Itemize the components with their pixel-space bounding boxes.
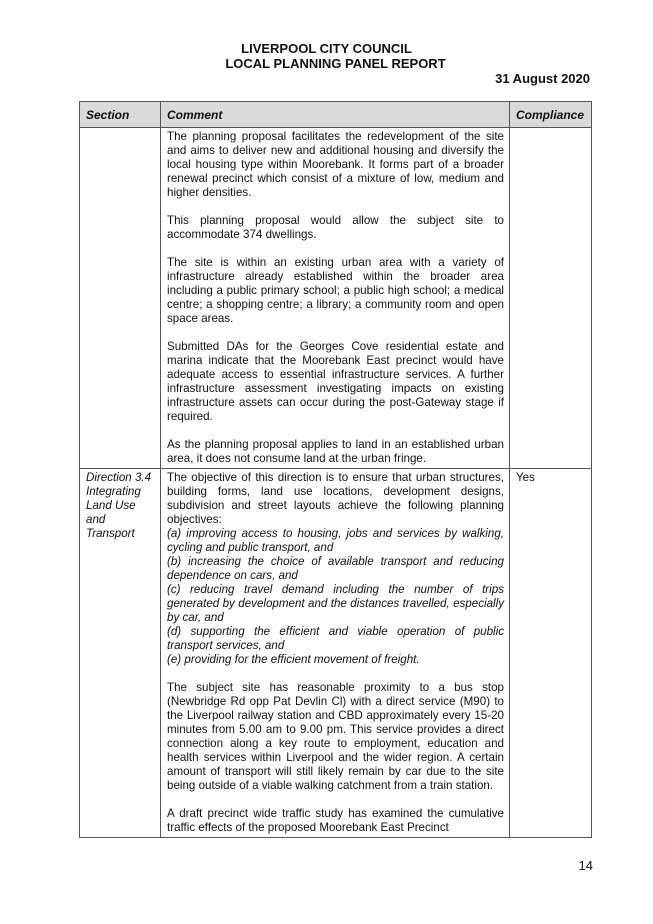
comment-paragraph: As the planning proposal applies to land in an established urban area, it does not consume land at the urban fringe. (167, 438, 504, 465)
section-cell (80, 128, 161, 469)
header-compliance: Compliance (510, 102, 592, 128)
comment-paragraph: Submitted DAs for the Georges Cove residential estate and marina indicate that the Moorebank East precinct would have adequate access to essential infrastructure services. A further infrastructure assessment investigating impacts on existing infrastructure assets can occur during the post-Gateway stage if required. (167, 340, 504, 423)
comment-cell (161, 469, 510, 838)
list-item: (c) reducing travel demand including the number of trips generated by development and the distances travelled, especially by car, and (167, 583, 504, 624)
comment-paragraph: The planning proposal facilitates the redevelopment of the site and aims to deliver new and additional housing and diversify the local housing type within Moorebank. It forms part of a broader renewal precinct which consist of a mixture of low, medium and higher densities. (167, 130, 504, 199)
objectives-list (167, 527, 504, 667)
list-item: (e) providing for the efficient movement of freight. (167, 653, 420, 666)
table-row (80, 128, 592, 469)
list-item: (b) increasing the choice of available transport and reducing dependence on cars, and (167, 555, 504, 582)
comment-paragraph: A draft precinct wide traffic study has examined the cumulative traffic effects of the proposed Moorebank East Precinct (167, 807, 504, 834)
report-title: LOCAL PLANNING PANEL REPORT (225, 56, 446, 71)
header-comment: Comment (161, 102, 510, 128)
report-date: 31 August 2020 (495, 71, 590, 86)
compliance-cell: Yes (510, 469, 592, 838)
comment-paragraph: The site is within an existing urban area with a variety of infrastructure already established within the broader area including a public primary school; a public high school; a medical centre; a shopping centre; a library; a community room and open space areas. (167, 256, 504, 325)
header-section: Section (80, 102, 161, 128)
comment-paragraph: The subject site has reasonable proximity to a bus stop (Newbridge Rd opp Pat Devlin Cl) with a direct service (M90) to the Liverpool railway station and CBD approximately every 15-20 minutes from 5.00 am to 9.00 pm. This service provides a direct connection along a key route to employment, education and health services within Liverpool and the wider region. A certain amount of transport will still likely remain by car due to the site being outside of a viable walking catchment from a train station. (167, 681, 504, 792)
comment-cell (161, 128, 510, 469)
table-header-row (80, 102, 592, 128)
page-number: 14 (578, 858, 593, 873)
table-row (80, 469, 592, 838)
list-item: (d) supporting the efficient and viable operation of public transport services, and (167, 625, 504, 652)
section-cell: Direction 3.4 Integrating Land Use and Transport (80, 469, 161, 838)
compliance-cell (510, 128, 592, 469)
comment-paragraph: The objective of this direction is to ensure that urban structures, building forms, land use locations, development designs, subdivision and street layouts achieve the following planning objectives: (167, 471, 504, 526)
list-item: (a) improving access to housing, jobs and services by walking, cycling and public transport, and (167, 527, 504, 554)
objectives-list-wrap (167, 527, 504, 667)
comment-paragraph: This planning proposal would allow the subject site to accommodate 374 dwellings. (167, 214, 504, 241)
council-name: LIVERPOOL CITY COUNCIL (241, 41, 412, 56)
compliance-table (79, 101, 592, 838)
